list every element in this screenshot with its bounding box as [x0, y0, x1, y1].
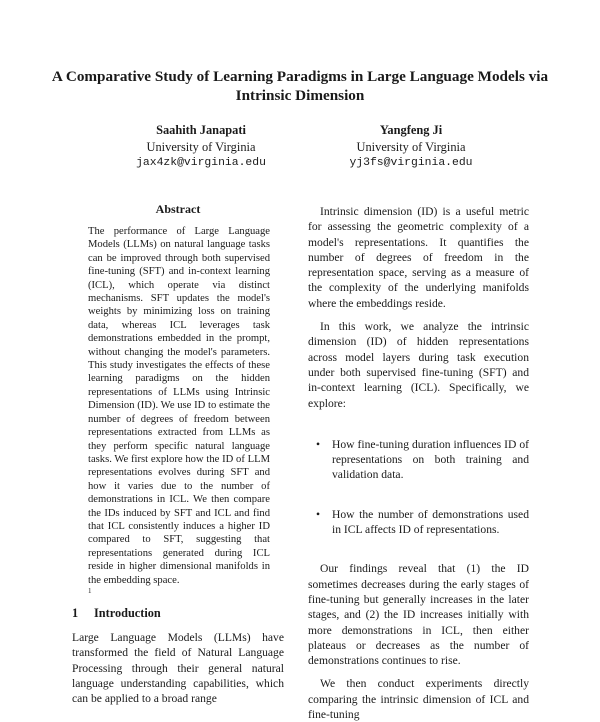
introduction-text: Large Language Models (LLMs) have transformed the field of Natural Language Processing through their general natural language understanding capabilities, which can be applied to a broad range	[72, 630, 284, 706]
section-number: 1	[72, 605, 79, 620]
bullet-icon: •	[316, 507, 321, 521]
list-item	[308, 507, 529, 538]
author-name: Yangfeng Ji	[379, 123, 443, 137]
left-column	[72, 202, 284, 706]
list-item-text: How fine-tuning duration influences ID of representations on both training and validation data.	[332, 437, 529, 482]
author-affiliation: University of Virginia	[356, 139, 466, 154]
paper-title: A Comparative Study of Learning Paradigms in Large Language Models via Intrinsic Dimension	[51, 68, 549, 104]
author-block-1	[91, 122, 311, 172]
footnote-mark: 1	[88, 586, 92, 595]
section-heading-introduction	[72, 606, 284, 621]
paragraph: We then conduct experiments directly comparing the intrinsic dimension of ICL and fine-tuning	[308, 677, 529, 722]
author-email: jax4zk@virginia.edu	[136, 157, 266, 169]
section-title: Introduction	[94, 605, 161, 620]
author-block-2	[301, 122, 521, 172]
author-name: Saahith Janapati	[156, 123, 246, 137]
paragraph: Our findings reveal that (1) the ID sometimes decreases during the early stages of fine-tuning but generally increases in the later stages, and (2) the ID increases initially with more demonstrations in ICL, then either plateaus or decreases as the number of demonstrations continues to rise.	[308, 562, 529, 668]
paragraph: Intrinsic dimension (ID) is a useful metric for assessing the geometric complexity of a model's representations. It quantifies the number of degrees of freedom in the representation space, serving as a measure of the complexity of the underlying manifolds where the embeddings reside.	[308, 205, 529, 310]
author-affiliation: University of Virginia	[146, 139, 256, 154]
list-item-text: How the number of demonstrations used in ICL affects ID of representations.	[332, 507, 529, 537]
bullet-icon: •	[316, 437, 321, 451]
contribution-list	[308, 437, 529, 537]
author-email: yj3fs@virginia.edu	[349, 157, 473, 169]
right-column	[308, 204, 529, 722]
paragraph: In this work, we analyze the intrinsic dimension (ID) of hidden representations across model layers during task execution under both supervised fine-tuning (SFT) and in-context learning (ICL). Specifically, we explore:	[308, 320, 529, 410]
list-item	[308, 437, 529, 483]
abstract-heading: Abstract	[155, 202, 201, 216]
abstract-text: The performance of Large Language Models (LLMs) on natural language tasks can be improved through both supervised fine-tuning (SFT) and in-context learning (ICL), which operate via distinct mechanisms. SFT updates the model's weights by minimizing loss on training data, whereas ICL leverages task demonstrations embedded in the prompt, without changing the model's parameters. This study investigates the effects of these learning paradigms on the hidden representations of LLMs using Intrinsic Dimension (ID). We use ID to estimate the number of degrees of freedom between representations extracted from LLMs as they perform specific natural language tasks. We first explore how the ID of LLM representations evolves during SFT and how it varies due to the number of demonstrations in ICL. We then compare the IDs induced by SFT and ICL and find that ICL consistently induces a higher ID compared to SFT, suggesting that representations generated during ICL reside in higher dimensional manifolds in the embedding space.	[88, 226, 270, 586]
